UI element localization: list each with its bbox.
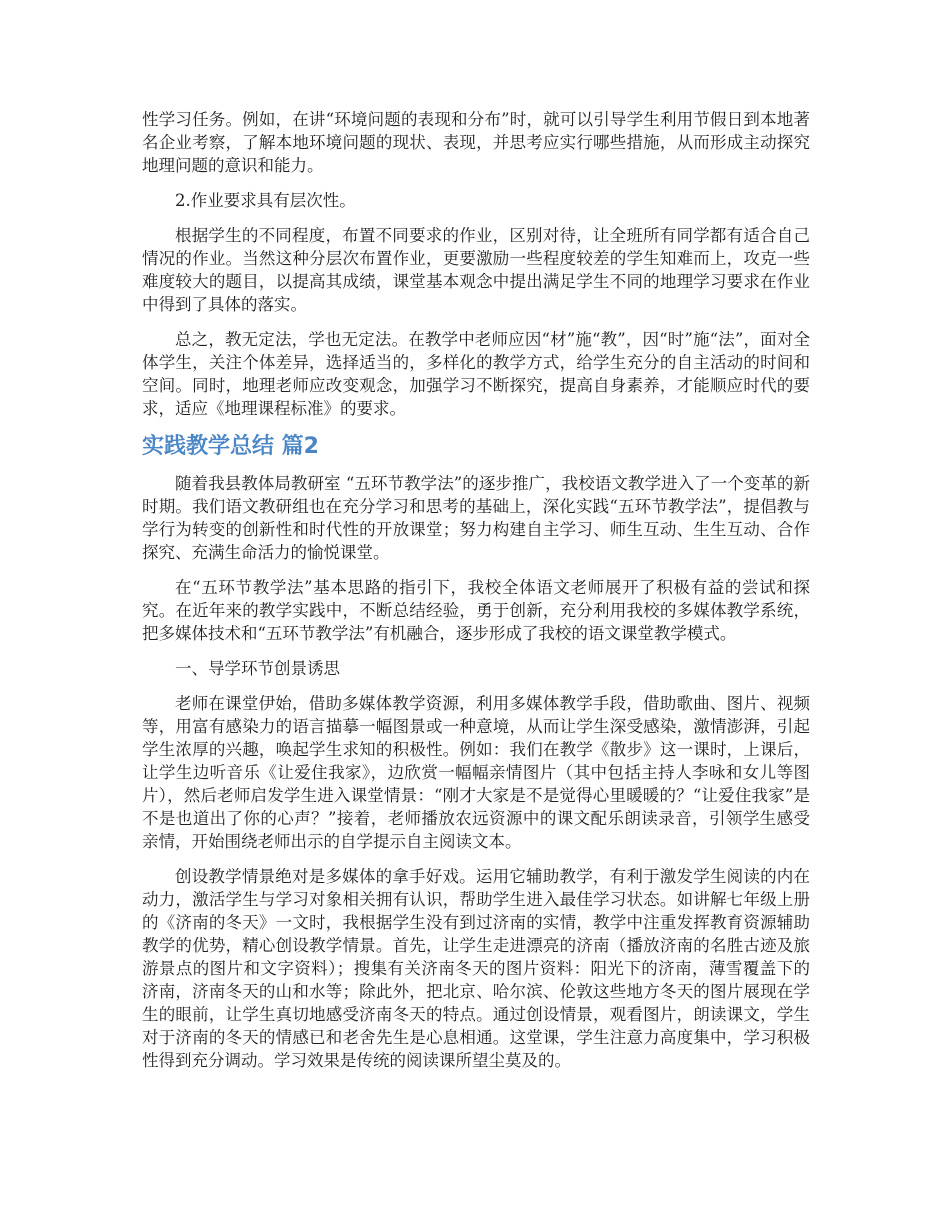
paragraph: 老师在课堂伊始，借助多媒体教学资源，利用多媒体教学手段，借助歌曲、图片、视频等，用富有感染力的语言描摹一幅图景或一种意境，从而让学生深受感染，激情澎湃，引起学生浓厚的兴趣，唤起学生求知的积极性。例如：我们在教学《散步》这一课时，上课后，让学生边听音乐《让爱住我家》，边欣赏一幅幅亲情图片（其中包括主持人李咏和女儿等图片），然后老师启发学生进入课堂情景：“刚才大家是不是觉得心里暖暖的？“让爱住我家”是不是也道出了你的心声？”接着，老师播放农远资源中的课文配乐朗读录音，引领学生感受亲情，开始围绕老师出示的自学提示自主阅读文本。 bbox=[142, 694, 810, 851]
paragraph: 根据学生的不同程度，布置不同要求的作业，区别对待，让全班所有同学都有适合自己情况的作业。当然这种分层次布置作业，更要激励一些程度较差的学生知难而上，攻克一些难度较大的题目，以提高其成绩，课堂基本观念中提出满足学生不同的地理学习要求在作业中得到了具体的落实。 bbox=[142, 226, 810, 314]
paragraph-subheading: 2.作业要求具有层次性。 bbox=[175, 191, 356, 210]
paragraph: 创设教学情景绝对是多媒体的拿手好戏。运用它辅助教学，有利于激发学生阅读的内在动力，激活学生与学习对象相关拥有认识，帮助学生进入最佳学习状态。如讲解七年级上册的《济南的冬天》一文时，我根据学生没有到过济南的实情，教学中注重发挥教育资源辅助教学的优势，精心创设教学情景。首先，让学生走进漂亮的济南（播放济南的名胜古迹及旅游景点的图片和文字资料）；搜集有关济南冬天的图片资料：阳光下的济南，薄雪覆盖下的济南，济南冬天的山和水等；除此外，把北京、哈尔滨、伦敦这些地方冬天的图片展现在学生的眼前，让学生真切地感受济南冬天的特点。通过创设情景，观看图片，朗读课文，学生对于济南的冬天的情感已和老舍先生是心息相通。这堂课，学生注意力高度集中，学习积极性得到充分调动。学习效果是传统的阅读课所望尘莫及的。 bbox=[142, 867, 810, 1070]
paragraph: 在“五环节教学法”基本思路的指引下，我校全体语文老师展开了积极有益的尝试和探究。在近年来的教学实践中，不断总结经验，勇于创新，充分利用我校的多媒体教学系统，把多媒体技术和“五环节教学法”有机融合，逐步形成了我校的语文课堂教学模式。 bbox=[142, 578, 810, 643]
paragraph-subheading: 一、导学环节创景诱思 bbox=[175, 659, 340, 678]
paragraph: 随着我县教体局教研室 “五环节教学法”的逐步推广，我校语文教学进入了一个变革的新时期。我们语文教研组也在充分学习和思考的基础上，深化实践“五环节教学法”，提倡教与学行为转变的创新性和时代性的开放课堂；努力构建自主学习、师生互动、生生互动、合作探究、充满生命活力的愉悦课堂。 bbox=[142, 474, 810, 562]
paragraph: 总之，教无定法，学也无定法。在教学中老师应因“材”施“教”，因“时”施“法”，面对全体学生，关注个体差异，选择适当的，多样化的教学方式，给学生充分的自主活动的时间和空间。同时，地理老师应改变观念，加强学习不断探究，提高自身素养，才能顺应时代的要求，适应《地理课程标准》的要求。 bbox=[142, 330, 810, 418]
section-heading: 实践教学总结 篇2 bbox=[142, 434, 319, 459]
document-page bbox=[142, 108, 810, 1084]
paragraph-continuation: 性学习任务。例如，在讲“环境问题的表现和分布”时，就可以引导学生利用节假日到本地著名企业考察，了解本地环境问题的现状、表现，并思考应实行哪些措施，从而形成主动探究地理问题的意识和能力。 bbox=[142, 110, 810, 175]
